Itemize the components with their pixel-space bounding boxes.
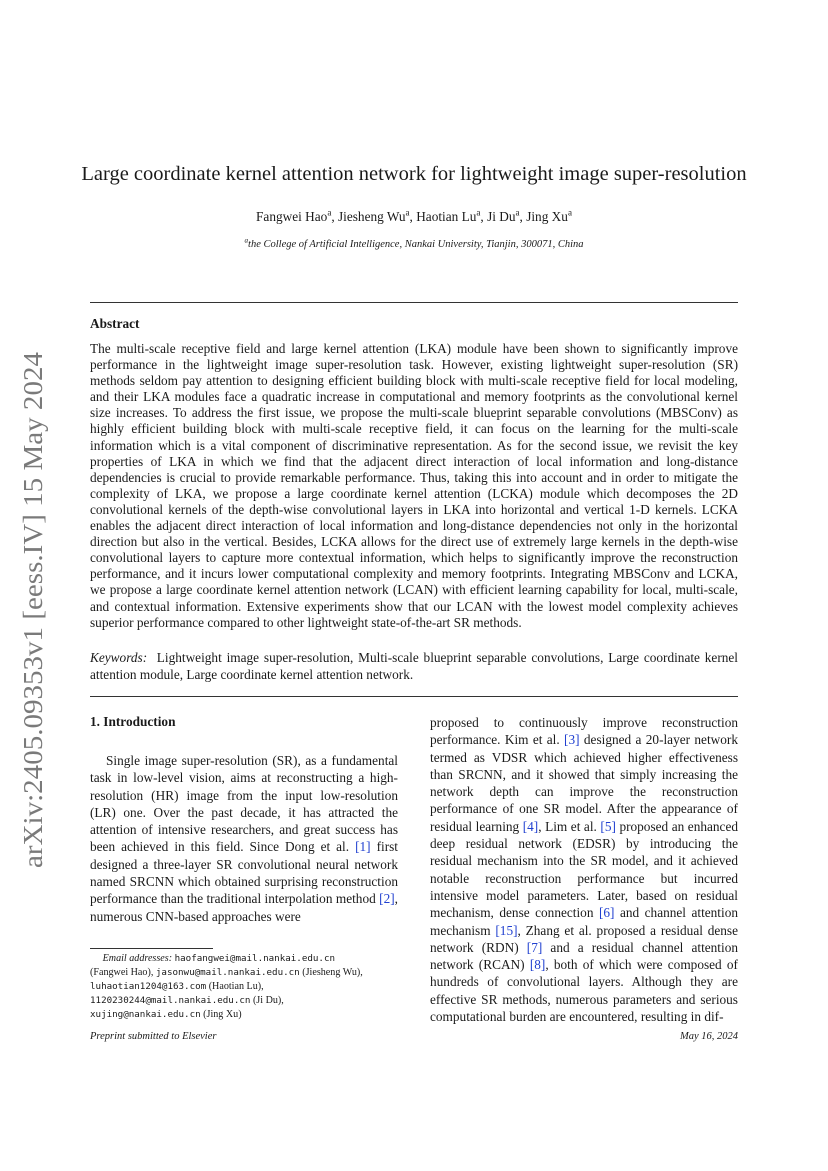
author-affiliation-mark: a [327,207,332,218]
paragraph-text: , Lim et al. [538,818,601,834]
email-owner: (Fangwei Hao), [90,967,154,978]
abstract-heading: Abstract [90,316,140,331]
citation-link[interactable]: [4] [522,818,539,834]
affiliation-mark: a [244,236,249,245]
paragraph-text: , both of which were composed of hundreds of convolutional layers. Although they are effective SR methods, numerous parameters and serious computational burden are encountered, resulting in dif- [430,957,738,1025]
email-link[interactable]: haofangwei@mail.nankai.edu.cn [174,953,336,964]
author-name: Jing Xu [526,209,568,224]
author-name: Haotian Lu [416,209,477,224]
paragraph-text: proposed an enhanced deep residual network (EDSR) by introducing the residual mechanism into the SR model, and it achieved notable reconstruction performance but incurred intensive model parameters. Later, based on residual mechanism, dense connection [430,818,739,921]
intro-paragraph-left [90,752,398,925]
paragraph-text: designed a 20-layer network termed as VDSR which achieved higher effectiveness than SRCNN, and it showed that simply increasing the network depth can improve the reconstruction performance of one SR model. After the appearance of residual learning [430,732,738,834]
paragraph-text: , Zhang et al. proposed a residual dense network (RDN) [430,922,738,955]
citation-link[interactable]: [8] [529,957,546,973]
paragraph-text: , numerous CNN-based approaches were [90,891,398,924]
footer-preprint: Preprint submitted to Elsevier [90,1031,217,1042]
affiliation [60,236,768,250]
author-name: Jiesheng Wu [337,209,406,224]
bottom-rule [90,696,738,697]
author-affiliation-mark: a [515,207,520,218]
email-label: Email addresses: [102,953,173,964]
abstract-text: The multi-scale receptive field and large kernel attention (LKA) module have been shown to significantly improve performance in the lightweight image super-resolution task. However, existing lightweight super-resolution (SR) methods seldom pay attention to designing efficient building block with multi-scale receptive field for local modeling, and their LKA modules face a quadratic increase in computational and memory footprints as the convolutional kernel size increases. To address the first issue, we propose the multi-scale blueprint separable convolutions (MBSConv) as highly efficient building block with multi-scale receptive field, it can focus on the learning for the multi-scale information which is a vital component of discriminative representation. As for the second issue, we revisit the key properties of LKA in which we find that the adjacent direct interaction of local information and long-distance dependencies is crucial to provide remarkable performance. Thus, taking this into account and in order to mitigate the complexity of LKA, we propose a large coordinate kernel attention (LCKA) module which decomposes the 2D convolutional kernels of the depth-wise convolutional layers in LKA into horizontal and vertical 1-D kernels. LCKA enables the adjacent direct interaction of local information and long-distance dependencies not only in the horizontal direction but also in the vertical. Besides, LCKA allows for the direct use of extremely large kernels in the depth-wise convolutional layers to capture more contextual information, which helps to significantly improve the reconstruction performance, and it incurs lower computational complexity and memory footprints. Integrating MBSConv and LCKA, we propose a large coordinate kernel attention network (LCAN) with efficient learning capability for local, multi-scale, and contextual information. Extensive experiments show that our LCAN with the lowest model complexity achieves superior performance compared to other lightweight state-of-the-art SR methods. [90,341,738,630]
email-owner: (Jiesheng Wu), [299,967,363,978]
intro-paragraph-right [430,714,738,1025]
citation-link[interactable]: [2] [379,891,395,907]
citation-link[interactable]: [6] [598,905,615,921]
email-link[interactable]: luhaotian1204@163.com [90,981,207,992]
affiliation-text: the College of Artificial Intelligence, Nankai University, Tianjin, 300071, China [248,239,584,250]
email-footnote [90,952,400,1022]
paragraph-text: proposed to continuously improve reconstruction performance. Kim et al. [430,715,738,748]
arxiv-id-svg [12,350,50,870]
footer-date: May 16, 2024 [679,1031,738,1042]
author-affiliation-mark: a [476,207,481,218]
author-affiliation-mark: a [405,207,410,218]
email-owner: (Haotian Lu), [206,981,264,992]
arxiv-id: arXiv:2405.09353v1 [eess.IV] 15 May 2024 [18,388,48,868]
email-link[interactable]: 1120230244@mail.nankai.edu.cn [90,995,251,1006]
keywords [90,650,738,683]
email-link[interactable]: jasonwu@mail.nankai.edu.cn [155,967,300,978]
citation-link[interactable]: [15] [495,922,518,938]
author-affiliation-mark: a [567,207,572,218]
keywords-label: Keywords: [90,650,148,665]
author-list: Fangwei Hao$^a$, Jiesheng Wu$^a$, Haotian Lu$^a$, Ji Du$^a$, Jing Xu$^a$ [256,207,572,224]
citation-link[interactable]: [5] [600,818,616,834]
author-name: Fangwei Hao [256,209,328,224]
citation-link[interactable]: [3] [564,732,580,748]
citation-link[interactable]: [1] [355,839,371,855]
author-name: Ji Du [487,209,516,224]
email-owner: (Ji Du), [250,995,284,1006]
paragraph-text: and a residual channel attention network (RCAN) [430,939,738,973]
section-heading-introduction: 1. Introduction [90,714,176,729]
paragraph-text: first designed a three-layer SR convolutional neural network named SRCNN which obtained surprising reconstruction performance than the traditional interpolation method [90,839,398,907]
email-link[interactable]: xujing@nankai.edu.cn [90,1009,201,1020]
email-owner: (Jing Xu) [200,1009,242,1020]
paragraph-text: and channel attention mechanism [430,905,738,938]
keywords-text: Lightweight image super-resolution, Multi-scale blueprint separable convolutions, Large coordinate kernel attention module, Large coordinate kernel attention network. [90,650,738,682]
paper-title: Large coordinate kernel attention network for lightweight image super-resolution [81,163,747,185]
footnote-rule [90,948,213,949]
top-rule [90,302,738,303]
arxiv-sidebar [12,350,50,870]
paragraph-text: Single image super-resolution (SR), as a fundamental task in low-level vision, aims at reconstructing a high-resolution (HR) image from the input low-resolution (LR) one. Over the past decade, it has attracted the attention of intensive researchers, and great success has been achieved in this field. Since Dong et al. [90,753,398,855]
citation-link[interactable]: [7] [526,939,543,955]
